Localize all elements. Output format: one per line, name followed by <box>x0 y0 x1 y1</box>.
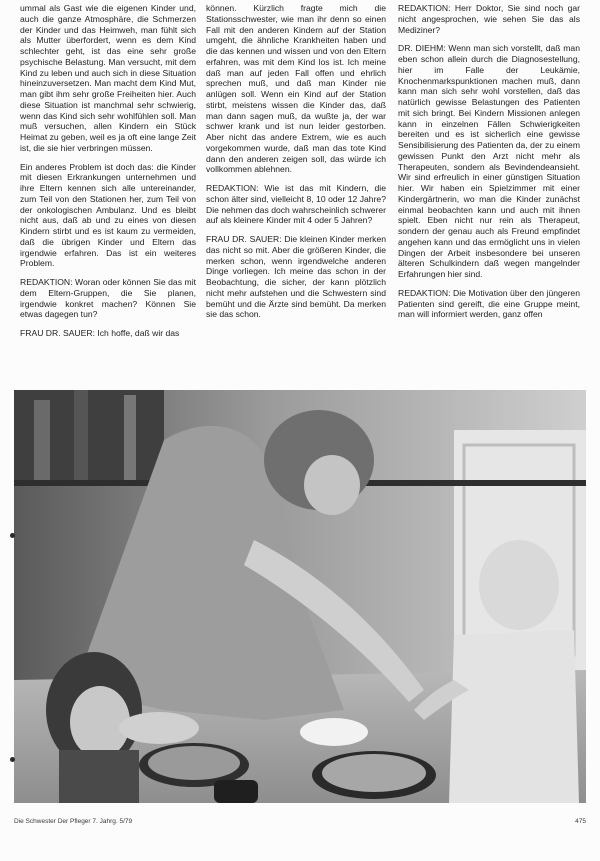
text-column-right <box>398 3 580 385</box>
paragraph: REDAKTION: Die Motivation über den jüngeren Patienten sind gereift, die eine Gruppe meint, man will informiert werden, ganz offen <box>398 287 580 320</box>
child-right-head <box>479 540 559 630</box>
paragraph: REDAKTION: Herr Doktor, Sie sind noch gar nicht angesprochen, wie sehen Sie das als Mediziner? <box>398 3 580 35</box>
child-right-shirt <box>449 630 579 803</box>
photo-children-lunch <box>14 390 586 803</box>
child-left-shirt <box>59 750 139 803</box>
paragraph: REDAKTION: Woran oder können Sie das mit dem Eltern-Gruppen, die Sie planen, irgendwie konkret machen? Können Sie etwas dagegen tun? <box>20 277 196 320</box>
text-column-left <box>20 3 196 385</box>
paragraph: können. Kürzlich fragte mich die Stationsschwester, wie man ihr denn so einen Fall mit den anderen Kindern auf der Station umgeht, die ähnliche Krankheiten haben und die das kennen und wissen und von den Eltern erfahren, was mit dem Kind los ist. Ich meine daß man auf jeden Fall offen und ehrlich sprechen muß, und daß man Kinder nie anlügen soll. Wenn ein Kind auf der Station stirbt, meistens wissen die Kinder das, daß man dann sagen muß, da wußte ja, der war schwer krank und ist nun leider gestorben. Aber nicht das andere Extrem, wie es auch vorgekommen wurde, daß man das tote Kind dann den anderen zeigen soll, das würde ich vollkommen ablehnen. <box>206 3 386 175</box>
plate-middle <box>300 718 368 746</box>
child-left-face <box>70 686 130 758</box>
scan-speck <box>10 757 15 762</box>
footer-journal: Die Schwester Der Pfleger 7. Jahrg. 5/79 <box>14 818 133 825</box>
scan-speck <box>10 533 15 538</box>
page-number: 475 <box>575 818 586 825</box>
paragraph: FRAU DR. SAUER: Ich hoffe, daß wir das <box>20 328 180 338</box>
cup <box>214 780 258 803</box>
paragraph: DR. DIEHM: Wenn man sich vorstellt, daß man eben schon allein durch die Diagnosestellung, hier im Falle der Leukämie, Knochenmarkspunktionen machen muß, dann kann man sich sehr wohl vorstellen, daß das natürlich gewisse Belastungen des Patienten mit sich bringt. Bei Kindern Missionen anlegen kann in einzelnen Fällen Schwierigkeiten bereiten und es ist sicherlich eine gewisse Sensibilisierung des Patienten da, der zu einem gewissen Punkt den Arzt nicht mehr als Therapeuten, sondern als Bevindendeansieht. Wir sind erfreulich in einer günstigen Situation hier. Wir haben ein Spielzimmer mit einer Kindergärtnerin, wo man die Kinder zunächst einmal beobachten kann und auch mit ihnen spielt. Eben nicht nur rein als Therapeut, sondern der genau auch als Freund empfindet angehen kann und das ermöglicht uns in vielen Dingen der Arbeit insbesondere bei unseren älteren Schulkindern daß wegen mangelnder Erfahrungen hier sind. <box>398 43 580 279</box>
plate-left <box>119 712 199 744</box>
paragraph: REDAKTION: Wie ist das mit Kindern, die schon älter sind, vielleicht 8, 10 oder 12 Jahre? Die nehmen das doch wahrscheinlich schwerer auf als kleinere Kinder mit 4 oder 5 Jahren? <box>206 183 386 226</box>
text-column-middle <box>206 3 386 385</box>
paragraph: FRAU DR. SAUER: Die kleinen Kinder merken das nicht so mit. Aber die größeren Kinder, die merken schon, wenn irgendwelche anderen Dinge vorliegen. Ich meine das schon in der Beobachtung, die sicher, der kann plötzlich nicht mehr aufstehen und die Schwestern sind bemüht und die Ärzte sind bemüht. Da merken sie das schon. <box>206 234 386 320</box>
paragraph: Ein anderes Problem ist doch das: die Kinder mit diesen Erkrankungen unternehmen und ihre Eltern kennen sich alle untereinander, zum Teil von den Stationen her, zum Teil von der onkologischen Ambulanz. Und es bleibt nicht aus, daß ab und zu eines von diesen Kindern stirbt und es ist kaum zu vermeiden, daß die übrigen Kinder und Eltern das irgendwie erfahren. Das ist ein weiteres Problem. <box>20 161 196 269</box>
photo-illustration <box>14 390 586 803</box>
woman-face <box>304 455 360 515</box>
paragraph: ummal als Gast wie die eigenen Kinder und, auch die ganze Atmosphäre, die Schmerzen der Kinder und das Heimweh, man fühlt sich als Mutter überfordert, wenn es dem Kind schlechter geht, ist das eine sehr große psychische Belastung. Man versucht, mit dem Kind zu leben und auch sich in diese Situation hineinzuversetzen. Man macht dem Kind Mut, man gibt ihm sehr große Freiheiten hier. Auch diese Situation ist manchmal sehr schwierig, wenn das Kind sich sehr wohlfühlen soll. Man muß versuchen, allen Kindern ein Stück Heimat zu geben, weil es ja oft eine lange Zeit ist, die sie hier verbringen müssen. <box>20 3 196 153</box>
